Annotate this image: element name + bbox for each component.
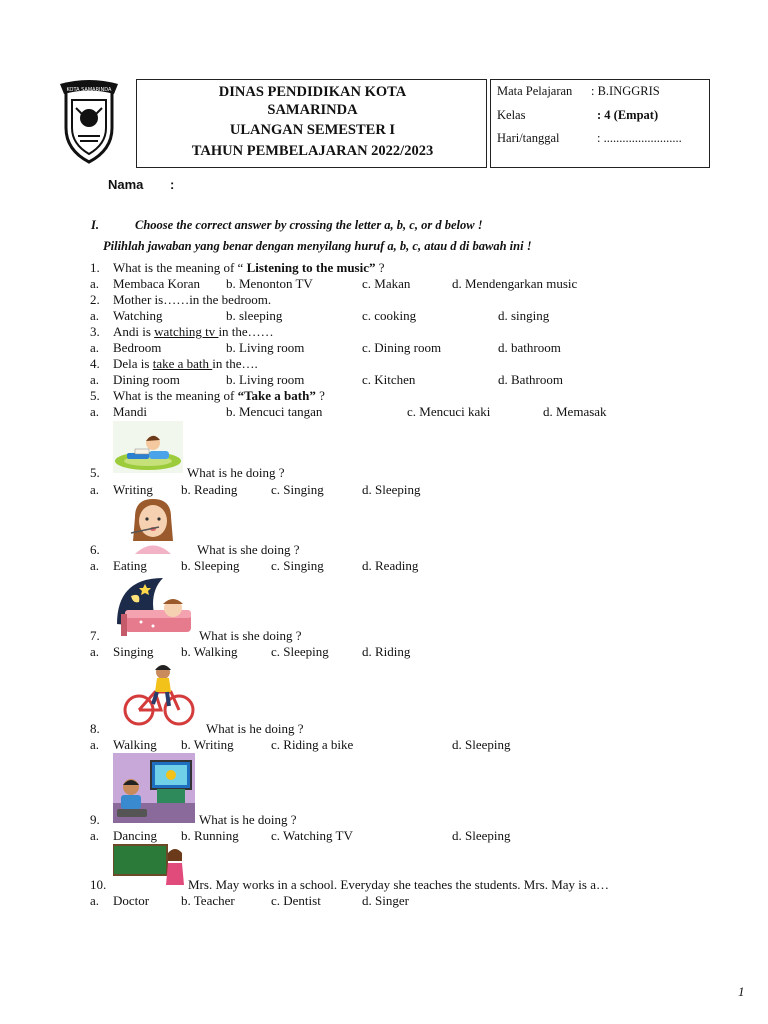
q6-option-b: b. Sleeping — [181, 558, 240, 573]
q9-option-b: b. Running — [181, 828, 239, 843]
q9-number: 9. — [90, 812, 100, 827]
q5a-option-c: c. Mencuci kaki — [407, 404, 491, 419]
q9-option-a: Dancing — [113, 828, 158, 843]
boy-watching-tv-picture — [113, 753, 195, 823]
instruction-english: Choose the correct answer by crossing the letter a, b, c, or d below ! — [135, 218, 483, 232]
q2-option-a-letter: a. — [90, 308, 100, 323]
q5b-number: 5. — [90, 465, 100, 480]
q5b-text: What is he doing ? — [187, 465, 285, 480]
q1-option-d: d. Mendengarkan music — [452, 276, 578, 291]
q5b-option-b: b. Reading — [181, 482, 238, 497]
q5b-option-c: c. Singing — [271, 482, 324, 497]
q4-option-c: c. Kitchen — [362, 372, 416, 387]
q3-option-c: c. Dining room — [362, 340, 442, 355]
girl-sleeping-picture — [113, 574, 195, 640]
header-title-box — [136, 79, 487, 168]
q7-option-a-letter: a. — [90, 644, 100, 659]
boy-riding-bike-picture — [113, 660, 203, 730]
q9-text: What is he doing ? — [199, 812, 297, 827]
q5a-option-a-letter: a. — [90, 404, 100, 419]
q8-text: What is he doing ? — [206, 721, 304, 736]
header-title-line-1: DINAS PENDIDIKAN KOTA — [218, 84, 407, 100]
q8-option-a: Walking — [113, 737, 157, 752]
q2-option-c: c. cooking — [362, 308, 417, 323]
q10-option-c: c. Dentist — [271, 893, 321, 908]
q6-option-a: Eating — [113, 558, 147, 573]
q6-option-c: c. Singing — [271, 558, 324, 573]
q2-option-d: d. singing — [498, 308, 550, 323]
q3-option-a: Bedroom — [113, 340, 162, 355]
q5b-option-d: d. Sleeping — [362, 482, 421, 497]
q6-text: What is she doing ? — [197, 542, 300, 557]
q5b-option-a-letter: a. — [90, 482, 100, 497]
q1-text: What is the meaning of “ Listening to the music” ? — [113, 260, 385, 275]
q9-option-d: d. Sleeping — [452, 828, 511, 843]
q1-option-c: c. Makan — [362, 276, 411, 291]
q2-option-a: Watching — [113, 308, 163, 323]
q3-text: Andi is watching tv in the…… — [113, 324, 274, 339]
subject-label: Mata Pelajaran — [497, 84, 573, 98]
q8-option-c: c. Riding a bike — [271, 737, 354, 752]
q10-option-a-letter: a. — [90, 893, 100, 908]
q8-option-a-letter: a. — [90, 737, 100, 752]
instruction-indonesian: Pilihlah jawaban yang benar dengan menyilang huruf a, b, c, atau d di bawah ini ! — [103, 239, 532, 253]
section-number: I. — [91, 218, 99, 232]
class-label: Kelas — [497, 108, 526, 122]
q4-option-b: b. Living room — [226, 372, 305, 387]
q6-option-a-letter: a. — [90, 558, 100, 573]
q9-option-a-letter: a. — [90, 828, 100, 843]
header-title-line-3: ULANGAN SEMESTER I — [229, 122, 396, 138]
q1-option-a: Membaca Koran — [113, 276, 200, 291]
q6-option-d: d. Reading — [362, 558, 419, 573]
date-label: Hari/tanggal — [497, 131, 560, 145]
header-title-line-2: SAMARINDA — [267, 102, 358, 118]
q10-text: Mrs. May works in a school. Everyday she teaches the students. Mrs. May is a… — [188, 877, 609, 892]
q4-number: 4. — [90, 356, 100, 371]
q5a-option-b: b. Mencuci tangan — [226, 404, 323, 419]
header-info-box — [490, 79, 710, 168]
q5a-text: What is the meaning of “Take a bath” ? — [113, 388, 325, 403]
q5a-number: 5. — [90, 388, 100, 403]
city-emblem-logo — [58, 78, 120, 166]
q10-number: 10. — [90, 877, 107, 892]
q7-option-d: d. Riding — [362, 644, 411, 659]
q7-option-b: b. Walking — [181, 644, 238, 659]
q7-option-a: Singing — [113, 644, 154, 659]
q8-option-b: b. Writing — [181, 737, 234, 752]
q1-number: 1. — [90, 260, 100, 275]
q2-option-b: b. sleeping — [226, 308, 283, 323]
page-number: 1 — [738, 984, 745, 999]
q4-option-a-letter: a. — [90, 372, 100, 387]
header-title-line-4: TAHUN PEMBELAJARAN 2022/2023 — [191, 143, 434, 159]
q3-number: 3. — [90, 324, 100, 339]
q10-option-d: d. Singer — [362, 893, 409, 908]
child-reading-picture — [113, 421, 183, 473]
q4-option-d: d. Bathroom — [498, 372, 563, 387]
q1-option-b: b. Menonton TV — [226, 276, 313, 291]
nama-colon: : — [170, 177, 175, 192]
teacher-blackboard-picture — [113, 843, 185, 889]
q9-option-c: c. Watching TV — [271, 828, 353, 843]
girl-eating-picture — [113, 497, 193, 554]
q3-option-b: b. Living room — [226, 340, 305, 355]
subject-value: : B.INGGRIS — [591, 84, 660, 98]
nama-label: Nama — [108, 177, 144, 192]
q8-option-d: d. Sleeping — [452, 737, 511, 752]
q8-number: 8. — [90, 721, 100, 736]
q7-option-c: c. Sleeping — [271, 644, 329, 659]
q2-text: Mother is……in the bedroom. — [113, 292, 272, 307]
class-value: : 4 (Empat) — [597, 108, 659, 122]
q5a-option-a: Mandi — [113, 404, 147, 419]
q5b-option-a: Writing — [113, 482, 153, 497]
q4-text: Dela is take a bath in the…. — [113, 356, 258, 371]
q1-option-a-letter: a. — [90, 276, 100, 291]
svg-text:KOTA SAMARINDA: KOTA SAMARINDA — [66, 87, 112, 93]
q2-number: 2. — [90, 292, 100, 307]
q5a-option-d: d. Memasak — [543, 404, 607, 419]
q7-text: What is she doing ? — [199, 628, 302, 643]
date-value: : ......................... — [597, 131, 682, 145]
q10-option-b: b. Teacher — [181, 893, 235, 908]
q3-option-a-letter: a. — [90, 340, 100, 355]
q7-number: 7. — [90, 628, 100, 643]
q4-option-a: Dining room — [113, 372, 180, 387]
q3-option-d: d. bathroom — [498, 340, 561, 355]
q6-number: 6. — [90, 542, 100, 557]
q10-option-a: Doctor — [113, 893, 150, 908]
